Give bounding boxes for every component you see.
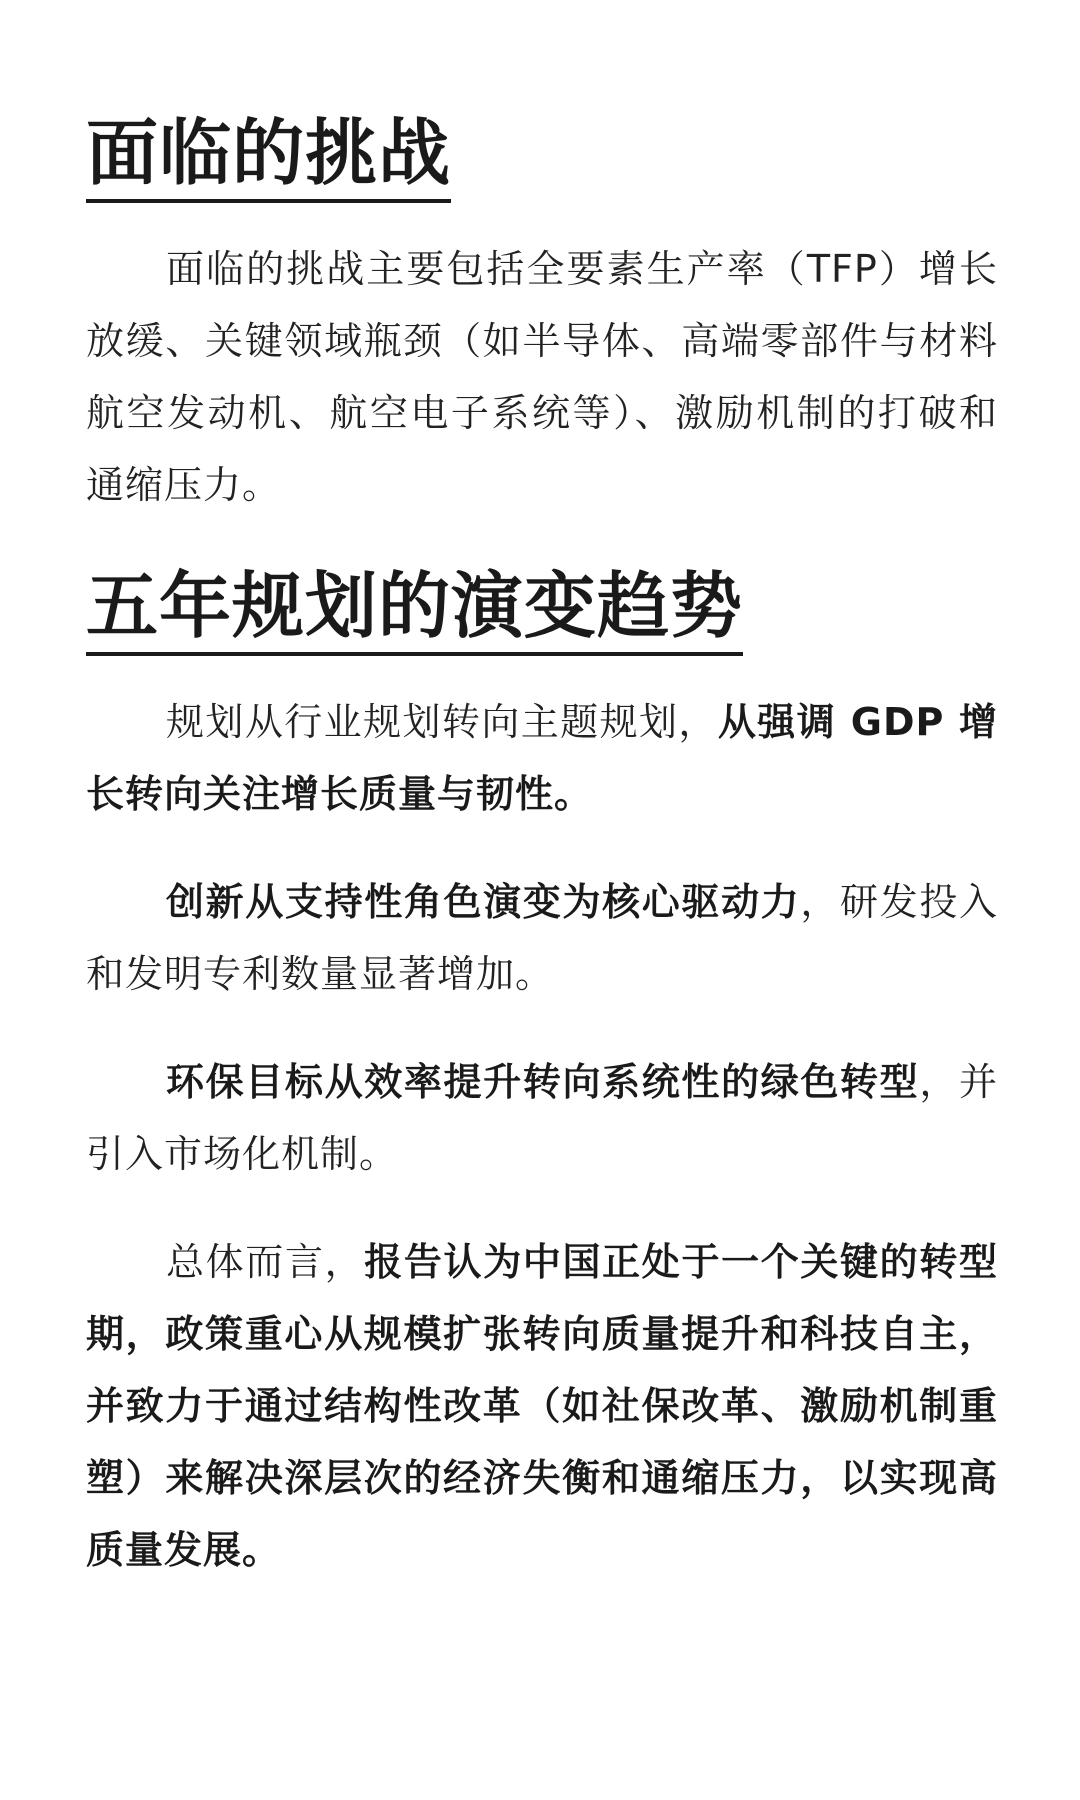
paragraph-summary <box>86 1226 998 1586</box>
planning-shift-emphasis: 从强调 GDP 增长转向关注增长质量与韧性。 <box>86 699 998 816</box>
section-title-challenges: 面临的挑战 <box>86 112 451 203</box>
planning-shift-text: 规划从行业规划转向主题规划， <box>166 699 718 744</box>
document-page <box>86 112 998 1586</box>
environment-text: ，并引入市场化机制。 <box>86 1059 998 1176</box>
summary-emphasis: 报告认为中国正处于一个关键的转型期，政策重心从规模扩张转向质量提升和科技自主，并致力于通过结构性改革（如社保改革、激励机制重塑）来解决深层次的经济失衡和通缩压力，以实现高质量发展。 <box>86 1239 998 1572</box>
paragraph-planning-shift <box>86 686 998 830</box>
innovation-emphasis: 创新从支持性角色演变为核心驱动力 <box>166 879 801 924</box>
paragraph-challenges: 面临的挑战主要包括全要素生产率（TFP）增长放缓、关键领域瓶颈（如半导体、高端零部件与材料航空发动机、航空电子系统等）、激励机制的打破和通缩压力。 <box>86 246 998 507</box>
summary-text: 总体而言， <box>166 1239 365 1284</box>
paragraph-innovation <box>86 866 998 1010</box>
innovation-text: ，研发投入和发明专利数量显著增加。 <box>86 879 998 996</box>
paragraph-environment <box>86 1046 998 1190</box>
section-title-trends: 五年规划的演变趋势 <box>86 565 743 656</box>
environment-emphasis: 环保目标从效率提升转向系统性的绿色转型 <box>166 1059 920 1104</box>
